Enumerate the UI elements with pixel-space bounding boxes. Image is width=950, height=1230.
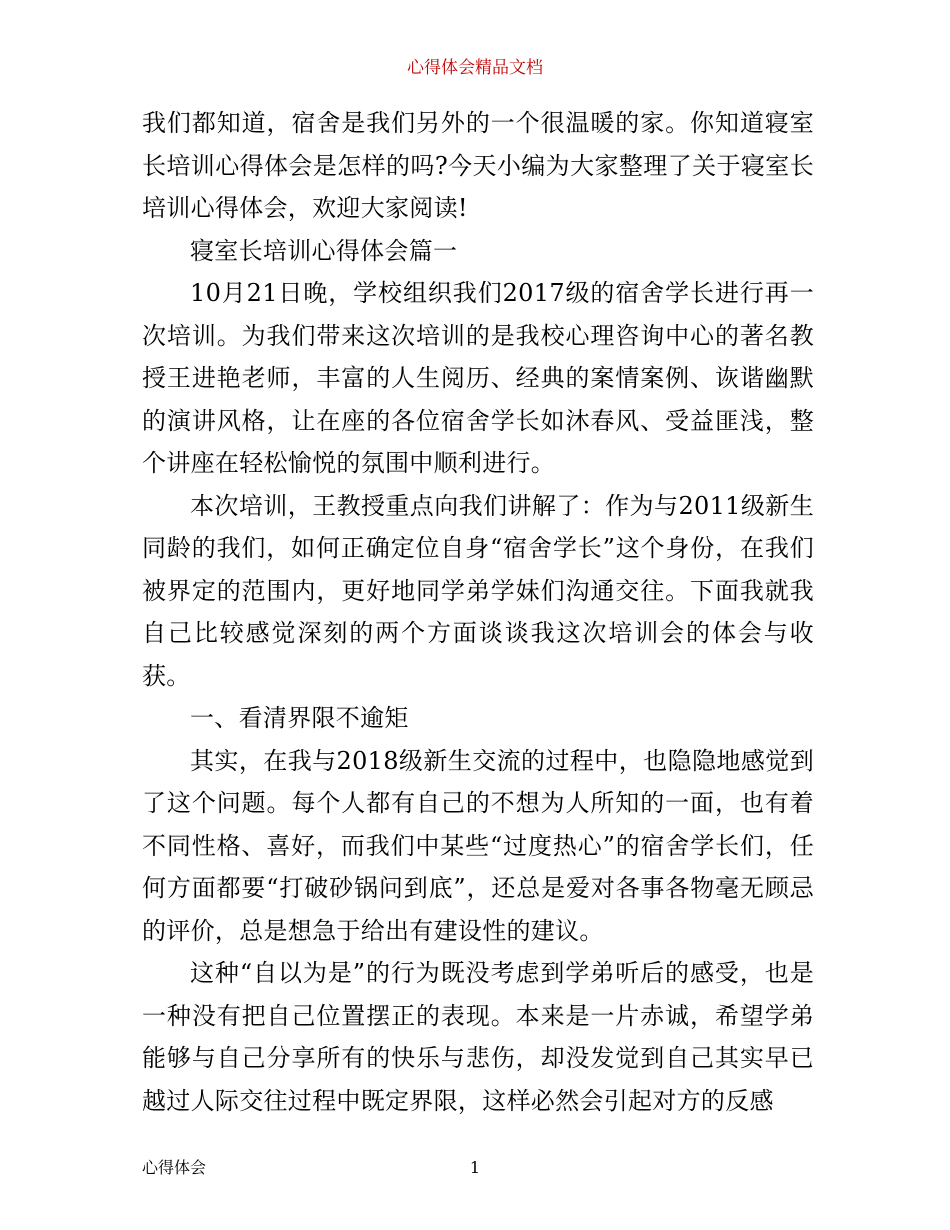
paragraph-experience: 其实，在我与2018级新生交流的过程中，也隐隐地感觉到了这个问题。每个人都有自己的不想为人所知的一面，也有着不同性格、喜好，而我们中某些“过度热心”的宿舍学长们，任何方面都要“打破砂锅问到底”，还总是爱对各事各物毫无顾忌的评价，总是想急于给出有建设性的建议。: [142, 746, 814, 945]
paragraph-training-overview: 10月21日晚，学校组织我们2017级的宿舍学长进行再一次培训。为我们带来这次培训的是我校心理咨询中心的著名教授王进艳老师，丰富的人生阅历、经典的案情案例、诙谐幽默的演讲风格，让在座的各位宿舍学长如沐春风、受益匪浅，整个讲座在轻松愉悦的氛围中顺利进行。: [142, 279, 814, 477]
paragraph-training-focus: 本次培训，王教授重点向我们讲解了：作为与2011级新生同龄的我们，如何正确定位自身“宿舍学长”这个身份，在我们被界定的范围内，更好地同学弟学妹们沟通交往。下面我就我自己比较感觉深刻的两个方面谈谈我这次培训会的体会与收获。: [142, 491, 814, 690]
paragraph-intro: 我们都知道，宿舍是我们另外的一个很温暖的家。你知道寝室长培训心得体会是怎样的吗?今天小编为大家整理了关于寝室长培训心得体会，欢迎大家阅读!: [142, 109, 814, 222]
document-body: [142, 102, 814, 1122]
footer-label: 心得体会: [142, 1158, 207, 1177]
subheading-boundaries: 一、看清界限不逾矩: [190, 704, 409, 732]
document-header-title: 心得体会精品文档: [407, 58, 543, 78]
page-number: 1: [469, 1158, 481, 1177]
paragraph-reflection: 这种“自以为是”的行为既没考虑到学弟听后的感受，也是一种没有把自己位置摆正的表现。本来是一片赤诚，希望学弟能够与自己分享所有的快乐与悲伤，却没发觉到自己其实早已越过人际交往过程中既定界限，这样必然会引起对方的反感: [142, 959, 814, 1115]
section-heading-part-one: 寝室长培训心得体会篇一: [190, 236, 458, 265]
